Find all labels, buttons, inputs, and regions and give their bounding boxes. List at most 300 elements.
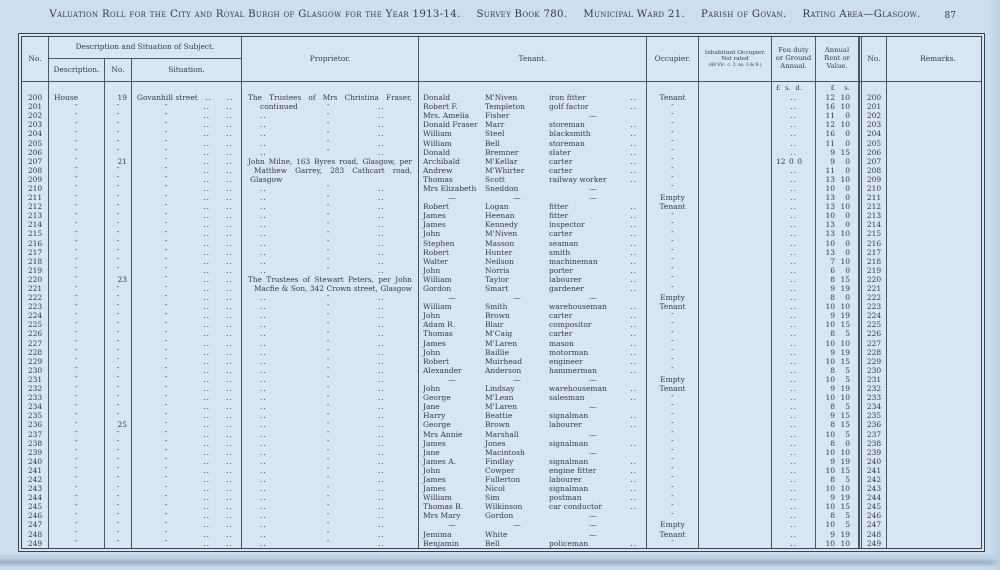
cell-ten xyxy=(419,302,647,311)
rent-pounds: 10 xyxy=(825,302,835,312)
rent-pounds: 9 xyxy=(830,456,835,466)
cell-prop xyxy=(242,520,419,529)
continuation-dots: .. xyxy=(377,202,385,212)
tenant-surname: Gordon xyxy=(485,511,514,521)
row-number: 216 xyxy=(866,238,882,248)
continuation-dots: .. xyxy=(377,502,385,512)
continuation-dots: .. xyxy=(377,447,385,457)
table-row xyxy=(22,375,981,384)
tenant-surname: Beattie xyxy=(485,411,513,421)
continuation-dots: .. xyxy=(260,220,267,230)
page-bottom-edge xyxy=(0,552,1000,570)
continuation-dots: .. xyxy=(377,493,385,503)
cell-feu xyxy=(772,366,816,375)
cell-rem xyxy=(887,138,989,147)
ditto-mark: ″ xyxy=(75,293,78,302)
cell-feu xyxy=(772,202,816,211)
cell-feu xyxy=(772,329,816,338)
ditto-mark: ″ xyxy=(327,466,330,475)
continuation-dots: .. xyxy=(377,529,385,539)
cell-prop xyxy=(242,93,419,102)
cell-feu xyxy=(772,266,816,275)
continuation-dots: .. xyxy=(260,474,267,484)
continuation-dots: .. xyxy=(260,338,267,348)
tenant-occupation: inspector xyxy=(549,220,585,230)
cell-prop xyxy=(242,248,419,257)
continuation-dots: .. xyxy=(260,356,267,366)
continuation-dots: .. xyxy=(226,384,233,394)
ditto-mark: ″ xyxy=(164,511,168,520)
rent-pounds: 13 xyxy=(825,193,835,203)
cell-sno xyxy=(105,175,132,184)
continuation-dots: .. xyxy=(260,493,267,503)
rent-pounds: 10 xyxy=(825,393,835,403)
continuation-dots: .. xyxy=(377,229,385,239)
row-number: 220 xyxy=(27,274,43,284)
ditto-mark: ″ xyxy=(75,375,78,384)
continuation-dots: .. xyxy=(377,102,385,112)
col-header-no: No. xyxy=(22,37,49,81)
continuation-dots: .. xyxy=(203,247,211,257)
cell-sit xyxy=(132,129,242,138)
cell-ten xyxy=(419,229,647,238)
ditto-mark: ″ xyxy=(671,348,674,357)
ditto-mark: ″ xyxy=(164,248,168,257)
cell-desc xyxy=(49,129,105,138)
cell-occ xyxy=(647,384,699,393)
no-entry-dots: .. xyxy=(790,265,797,275)
tenant-surname: M'Caig xyxy=(485,329,513,339)
ditto-mark: ″ xyxy=(75,248,78,257)
tenant-forename: Robert F. xyxy=(423,102,458,112)
continuation-dots: .. xyxy=(630,284,637,294)
cell-rem xyxy=(887,211,989,220)
ditto-mark: ″ xyxy=(327,266,330,275)
table-row xyxy=(22,284,981,293)
cell-no1 xyxy=(22,466,49,475)
ditto-mark: ″ xyxy=(671,311,674,320)
cell-ten xyxy=(419,138,647,147)
continuation-dots: .. xyxy=(377,111,385,121)
rent-pounds: 10 xyxy=(825,429,835,439)
row-number: 240 xyxy=(866,456,882,466)
cell-rent xyxy=(816,184,859,193)
tenant-occupation-zone xyxy=(549,211,646,220)
cell-rent xyxy=(816,220,859,229)
row-number: 213 xyxy=(27,211,43,221)
tenant-forename: John xyxy=(423,347,441,357)
continuation-dots: .. xyxy=(226,365,233,375)
cell-occ xyxy=(647,420,699,429)
row-number: 219 xyxy=(27,265,43,275)
cell-ten xyxy=(419,93,647,102)
cell-rem xyxy=(887,530,989,539)
cell-rent xyxy=(816,284,859,293)
continuation-dots: .. xyxy=(203,438,211,448)
col-header-situation: Situation. xyxy=(132,59,242,81)
continuation-dots: .. xyxy=(260,502,267,512)
ditto-mark: ″ xyxy=(116,175,120,184)
tenant-forename: Stephen xyxy=(423,238,455,248)
cell-inh xyxy=(699,502,772,511)
rent-pounds: 9 xyxy=(830,493,835,503)
table-row xyxy=(22,166,981,175)
no-entry-dots: .. xyxy=(790,111,797,121)
ditto-mark: ″ xyxy=(327,348,330,357)
cell-rent xyxy=(816,339,859,348)
cell-no2 xyxy=(859,184,887,193)
cell-no2 xyxy=(859,339,887,348)
ditto-mark: ″ xyxy=(75,393,78,402)
ditto-mark: ″ xyxy=(671,511,674,520)
ditto-mark: ″ xyxy=(327,220,330,229)
cell-sit xyxy=(132,157,242,166)
cell-occ xyxy=(647,284,699,293)
cell-feu xyxy=(772,239,816,248)
continuation-dots: .. xyxy=(377,129,385,139)
cell-rem xyxy=(887,184,989,193)
tenant-forename: James xyxy=(423,211,446,221)
tenant-surname: Kennedy xyxy=(485,220,518,230)
cell-ten xyxy=(419,220,647,229)
cell-no2 xyxy=(859,484,887,493)
cell-no1 xyxy=(22,138,49,147)
tenant-occupation: labourer xyxy=(549,420,582,430)
continuation-dots: .. xyxy=(226,284,233,294)
cell-rent xyxy=(816,129,859,138)
cell-no1 xyxy=(22,420,49,429)
continuation-dots: .. xyxy=(630,220,637,230)
continuation-dots: .. xyxy=(377,484,385,494)
cell-no2 xyxy=(859,320,887,329)
row-number: 204 xyxy=(27,129,43,139)
cell-desc xyxy=(49,466,105,475)
cell-ten xyxy=(419,102,647,111)
cell-rem xyxy=(887,111,989,120)
cell-inh xyxy=(699,466,772,475)
row-number: 205 xyxy=(27,138,43,148)
cell-inh xyxy=(699,166,772,175)
row-number: 246 xyxy=(866,511,882,521)
cell-desc xyxy=(49,320,105,329)
tenant-occupation: postman xyxy=(549,493,582,503)
row-number: 228 xyxy=(866,347,882,357)
ditto-mark: ″ xyxy=(164,439,168,448)
cell-no2 xyxy=(859,239,887,248)
tenant-occupation-zone xyxy=(549,384,646,393)
continuation-dots: .. xyxy=(203,411,211,421)
table-row xyxy=(22,384,981,393)
row-number: 219 xyxy=(866,265,882,275)
ditto-mark: ″ xyxy=(164,211,168,220)
tenant-surname: Logan xyxy=(485,202,509,212)
tenant-occupation: — xyxy=(589,111,597,121)
cell-rem xyxy=(887,120,989,129)
continuation-dots: .. xyxy=(377,293,385,303)
tenant-occupation-zone xyxy=(549,275,646,284)
cell-inh xyxy=(699,420,772,429)
cell-sit xyxy=(132,493,242,502)
cell-rem xyxy=(887,239,989,248)
cell-no2 xyxy=(859,493,887,502)
tenant-occupation-zone xyxy=(549,266,646,275)
cell-no2 xyxy=(859,402,887,411)
cell-ten xyxy=(419,520,647,529)
cell-inh xyxy=(699,220,772,229)
continuation-dots: .. xyxy=(260,374,267,384)
ditto-mark: ″ xyxy=(75,357,78,366)
col-header-annual-rent: Annual Rent or Value. xyxy=(816,37,859,81)
cell-ten xyxy=(419,511,647,520)
cell-prop xyxy=(242,229,419,238)
cell-no2 xyxy=(859,82,887,93)
tenant-forename: James xyxy=(423,484,446,494)
cell-occ xyxy=(647,366,699,375)
row-number: 202 xyxy=(866,111,882,121)
cell-sno xyxy=(105,439,132,448)
no-entry-dots: .. xyxy=(790,474,797,484)
cell-ten xyxy=(419,248,647,257)
tenant-forename: Donald xyxy=(423,93,451,103)
ditto-mark: ″ xyxy=(164,366,168,375)
ditto-mark: ″ xyxy=(116,466,120,475)
cell-desc xyxy=(49,393,105,402)
continuation-dots: .. xyxy=(226,302,233,312)
continuation-dots: .. xyxy=(630,329,637,339)
cell-feu xyxy=(772,102,816,111)
cell-rem xyxy=(887,320,989,329)
continuation-dots: .. xyxy=(226,147,233,157)
cell-rem xyxy=(887,484,989,493)
cell-sit xyxy=(132,102,242,111)
continuation-dots: .. xyxy=(377,247,385,257)
ditto-mark: ″ xyxy=(75,266,78,275)
cell-sno xyxy=(105,129,132,138)
continuation-dots: .. xyxy=(377,356,385,366)
cell-occ xyxy=(647,148,699,157)
continuation-dots: .. xyxy=(203,302,211,312)
cell-no2 xyxy=(859,157,887,166)
continuation-dots: .. xyxy=(630,493,637,503)
tenant-surname: Blair xyxy=(485,320,504,330)
cell-no1 xyxy=(22,511,49,520)
cell-feu xyxy=(772,129,816,138)
tenant-forename: Thomas xyxy=(423,329,453,339)
ditto-mark: ″ xyxy=(75,502,78,511)
ditto-mark: ″ xyxy=(327,129,330,138)
row-number: 247 xyxy=(27,520,43,530)
tenant-surname: M'Niven xyxy=(485,229,518,239)
table-row xyxy=(22,502,981,511)
rent-pounds: 8 xyxy=(830,402,835,412)
ditto-mark: ″ xyxy=(75,157,78,166)
continuation-dots: .. xyxy=(226,311,233,321)
continuation-dots: .. xyxy=(630,356,637,366)
cell-inh xyxy=(699,439,772,448)
cell-sno xyxy=(105,411,132,420)
tenant-surname: Norris xyxy=(485,265,510,275)
tenant-occupation-zone xyxy=(549,348,646,357)
continuation-dots: .. xyxy=(630,256,637,266)
tenant-occupation-zone xyxy=(549,420,646,429)
cell-desc xyxy=(49,211,105,220)
ditto-mark: ″ xyxy=(116,257,120,266)
cell-rent xyxy=(816,539,859,548)
no-entry-dots: .. xyxy=(790,538,797,548)
cell-sit xyxy=(132,257,242,266)
continuation-dots: .. xyxy=(226,484,233,494)
continuation-dots: .. xyxy=(377,338,385,348)
continuation-dots: .. xyxy=(377,429,385,439)
cell-ten xyxy=(419,157,647,166)
tenant-occupation-zone xyxy=(549,111,646,120)
cell-occ xyxy=(647,266,699,275)
row-number: 208 xyxy=(866,165,882,175)
tenant-surname: Masson xyxy=(485,238,515,248)
no-entry-dots: .. xyxy=(790,202,797,212)
rent-shillings: 0 xyxy=(845,111,850,121)
ditto-mark: ″ xyxy=(116,393,120,402)
cell-sit xyxy=(132,466,242,475)
row-number: 207 xyxy=(866,156,882,166)
cell-no2 xyxy=(859,111,887,120)
ditto-mark: ″ xyxy=(327,229,330,238)
continuation-dots: .. xyxy=(260,311,267,321)
cell-feu xyxy=(772,411,816,420)
cell-prop xyxy=(242,539,419,548)
cell-sno xyxy=(105,193,132,202)
ditto-mark: ″ xyxy=(164,357,168,366)
rent-pounds: 8 xyxy=(830,329,835,339)
continuation-dots: .. xyxy=(260,520,267,530)
cell-occ xyxy=(647,248,699,257)
row-number: 204 xyxy=(866,129,882,139)
rent-pounds: 10 xyxy=(825,502,835,512)
continuation-dots: .. xyxy=(260,111,267,121)
ditto-mark: ″ xyxy=(671,102,674,111)
ditto-mark: ″ xyxy=(75,275,78,284)
ditto-mark: ″ xyxy=(671,457,674,466)
rent-pounds: 8 xyxy=(830,438,835,448)
continuation-dots: .. xyxy=(226,520,233,530)
table-row xyxy=(22,339,981,348)
row-number: 205 xyxy=(866,138,882,148)
cell-prop xyxy=(242,302,419,311)
rent-shillings: 0 xyxy=(845,129,850,139)
ditto-mark: ″ xyxy=(116,448,120,457)
continuation-dots: .. xyxy=(630,347,637,357)
cell-ten xyxy=(419,393,647,402)
ditto-mark: ″ xyxy=(75,211,78,220)
cell-desc xyxy=(49,511,105,520)
cell-no2 xyxy=(859,329,887,338)
cell-prop xyxy=(242,120,419,129)
cell-sit xyxy=(132,211,242,220)
cell-feu xyxy=(772,82,816,93)
table-header xyxy=(22,37,981,82)
cell-desc xyxy=(49,138,105,147)
cell-occ xyxy=(647,166,699,175)
cell-no1 xyxy=(22,411,49,420)
row-number: 249 xyxy=(866,538,882,548)
cell-no1 xyxy=(22,175,49,184)
cell-no1 xyxy=(22,266,49,275)
tenant-occupation: warehouseman xyxy=(549,384,607,394)
cell-no2 xyxy=(859,357,887,366)
cell-no2 xyxy=(859,366,887,375)
ditto-mark: ″ xyxy=(671,120,674,129)
inhabitant-header-line2: Not rated xyxy=(721,56,749,63)
ditto-mark: ″ xyxy=(327,502,330,511)
cell-sit xyxy=(132,402,242,411)
ditto-mark: ″ xyxy=(327,475,330,484)
continuation-dots: .. xyxy=(260,429,267,439)
cell-desc xyxy=(49,284,105,293)
tenant-occupation: engine fitter xyxy=(549,465,597,475)
cell-occ xyxy=(647,502,699,511)
cell-inh xyxy=(699,448,772,457)
tenant-occupation-zone xyxy=(549,93,646,102)
row-number: 209 xyxy=(27,174,43,184)
ditto-mark: ″ xyxy=(164,393,168,402)
cell-desc xyxy=(49,366,105,375)
cell-sno xyxy=(105,493,132,502)
cell-desc xyxy=(49,220,105,229)
ditto-mark: ″ xyxy=(75,257,78,266)
row-number: 213 xyxy=(866,211,882,221)
cell-prop xyxy=(242,530,419,539)
cell-prop xyxy=(242,357,419,366)
tenant-occupation-zone xyxy=(549,329,646,338)
cell-desc xyxy=(49,239,105,248)
cell-sit xyxy=(132,229,242,238)
tenant-surname: Bell xyxy=(485,138,500,148)
tenant-surname: Cowper xyxy=(485,465,515,475)
continuation-dots: .. xyxy=(226,502,233,512)
col-header-street-no: No. xyxy=(105,59,132,81)
cell-occ xyxy=(647,175,699,184)
cell-desc xyxy=(49,93,105,102)
cell-no1 xyxy=(22,82,49,93)
ditto-mark: ″ xyxy=(116,439,120,448)
table-row xyxy=(22,138,981,147)
row-number: 227 xyxy=(27,338,43,348)
tenant-occupation-zone xyxy=(549,366,646,375)
continuation-dots: .. xyxy=(377,474,385,484)
row-number: 245 xyxy=(27,502,43,512)
row-number: 241 xyxy=(866,465,882,475)
row-number: 222 xyxy=(27,293,43,303)
ditto-mark: ″ xyxy=(671,266,674,275)
rent-shillings: 19 xyxy=(840,311,850,321)
tenant-occupation-zone xyxy=(549,202,646,211)
col-header-description-situation-group: Description and Situation of Subject. xyxy=(49,37,242,59)
cell-ten xyxy=(419,466,647,475)
cell-sno xyxy=(105,348,132,357)
ditto-mark: ″ xyxy=(75,329,78,338)
cell-feu xyxy=(772,175,816,184)
continuation-dots: .. xyxy=(630,338,637,348)
cell-sno xyxy=(105,102,132,111)
no-entry-dots: .. xyxy=(790,338,797,348)
tenant-forename: James xyxy=(423,474,446,484)
tenant-occupation: fitter xyxy=(549,211,569,221)
cell-rem xyxy=(887,166,989,175)
ditto-mark: ″ xyxy=(116,148,120,157)
continuation-dots: .. xyxy=(630,238,637,248)
continuation-dots: .. xyxy=(260,193,267,203)
ditto-mark: ″ xyxy=(75,348,78,357)
